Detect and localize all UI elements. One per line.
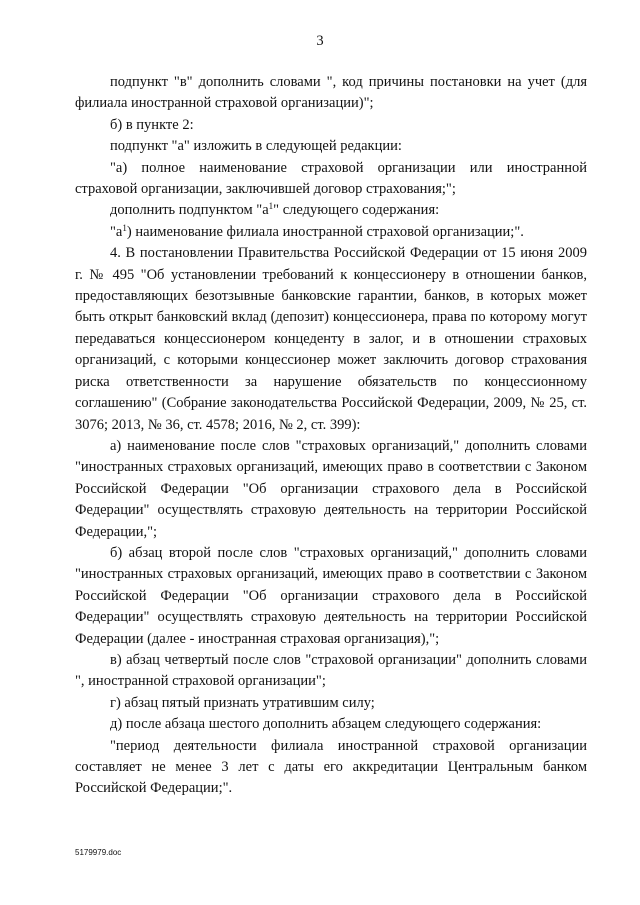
document-body xyxy=(75,72,587,800)
paragraph-item-4-a: а) наименование после слов "страховых организаций," дополнить словами "иностранных страховых организаций, имеющих право в соответствии с Законом Российской Федерации "Об организации страхового дела в Российской Федерации" осуществлять страховую деятельность на территории Российской Федерации,"; xyxy=(75,437,587,540)
paragraph-item-4-d-text: "период деятельности филиала иностранной страховой организации составляет не менее 3 лет с даты его аккредитации Центральным банком Российской Федерации;". xyxy=(75,737,587,797)
text-part: дополнить подпунктом "а xyxy=(110,202,269,219)
paragraph-point-b: б) в пункте 2: xyxy=(110,116,194,133)
text-part: ) наименование филиала иностранной страховой организации;". xyxy=(126,223,524,240)
paragraph-add-subpoint-a1 xyxy=(75,200,587,221)
paragraph-subpoint-a1-text xyxy=(75,222,587,243)
paragraph-subpoint-v: подпункт "в" дополнить словами ", код причины постановки на учет (для филиала иностранной страховой организации)"; xyxy=(75,74,587,112)
paragraph-item-4-b: б) абзац второй после слов "страховых организаций," дополнить словами "иностранных страховых организаций, имеющих право в соответствии с Законом Российской Федерации "Об организации страхового дела в Российской Федерации" осуществлять страховую деятельность на территории Российской Федерации (далее - иностранная страховая организация),"; xyxy=(75,544,587,647)
superscript: 1 xyxy=(268,201,274,212)
file-reference: 5179979.doc xyxy=(75,848,122,857)
paragraph-subpoint-a-intro: подпункт "а" изложить в следующей редакции: xyxy=(110,138,402,155)
superscript: 1 xyxy=(122,222,127,233)
text-part: "а xyxy=(110,223,123,240)
paragraph-subpoint-a-text: "а) полное наименование страховой организации или иностранной страховой организации, заключившей договор страхования;"; xyxy=(75,159,587,198)
text-part: " следующего содержания: xyxy=(273,202,440,219)
paragraph-item-4-g: г) абзац пятый признать утратившим силу; xyxy=(110,694,375,711)
page-number: 3 xyxy=(316,33,324,49)
paragraph-item-4: 4. В постановлении Правительства Российской Федерации от 15 июня 2009 г. № 495 "Об установлении требований к концессионеру в отношении банков, предоставляющих безотзывные банковские гарантии, банков, в которых может быть открыт банковский вклад (депозит) концессионера, права по которому могут передаваться концессионером концеденту в залог, и в отношении страховых организаций, с которыми концессионер может заключить договор страхования риска ответственности за нарушение обязательств по концессионному соглашению" (Собрание законодательства Российской Федерации, 2009, № 25, ст. 3076; 2013, № 36, ст. 4578; 2016, № 2, ст. 399): xyxy=(75,245,587,433)
paragraph-item-4-v: в) абзац четвертый после слов "страховой организации" дополнить словами ", иностранной страховой организации"; xyxy=(75,651,587,690)
paragraph-item-4-d: д) после абзаца шестого дополнить абзацем следующего содержания: xyxy=(110,716,542,733)
